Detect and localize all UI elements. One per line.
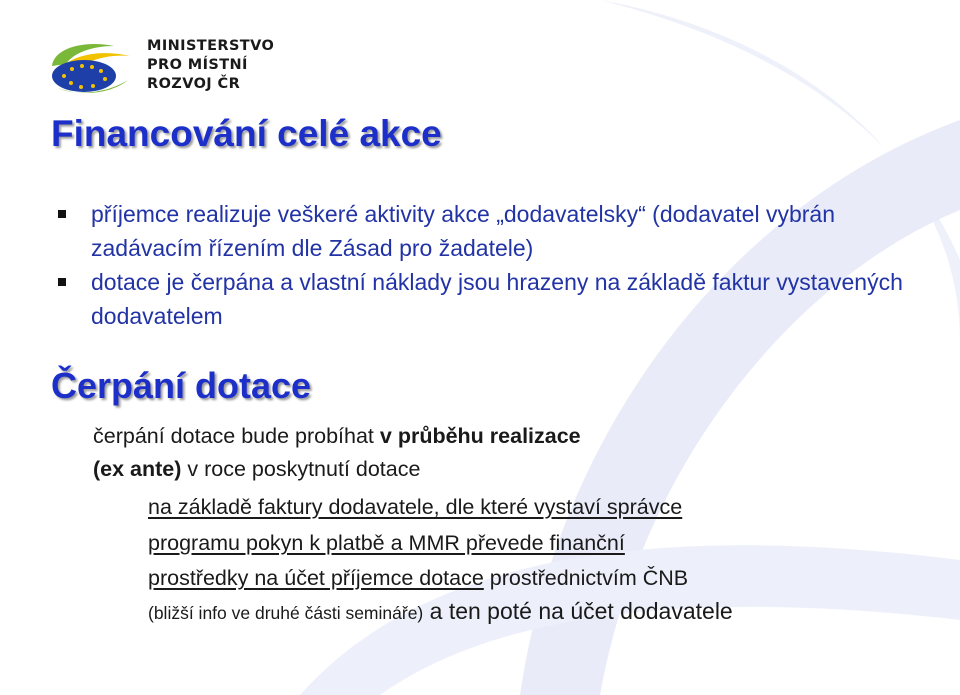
bullet-item [56,265,936,333]
logo-wordmark [147,37,274,94]
square-bullet-icon [58,278,66,286]
paragraph-line-3: na základě faktury dodavatele, dle které vystaví správce [148,495,683,519]
logo-line-3: ROZVOJ ČR [147,76,241,92]
ex-ante-bold: (ex ante) [93,457,182,481]
heading-financovani: Financování celé akce [51,113,442,154]
line1-bold: v průběhu realizace [379,424,581,448]
paragraph-line-1 [93,421,581,451]
eu-star-swoosh-icon [44,36,136,96]
paragraph-line-4: programu pokyn k platbě a MMR převede finanční [148,531,625,555]
line5-underlined: prostředky na účet příjemce dotace [148,566,484,590]
line2-text: v roce poskytnutí dotace [181,457,421,481]
paragraph-line-5 [148,563,688,593]
logo-line-2: PRO MÍSTNÍ [147,57,248,73]
bullet-text: dotace je čerpána a vlastní náklady jsou hrazeny na základě faktur vystavených dodavatelem [91,269,903,329]
paragraph-line-6 [148,596,733,628]
line1-text: čerpání dotace bude probíhat [93,424,380,448]
line6-small: (bližší info ve druhé části semináře) [148,603,424,623]
line5-text: prostřednictvím ČNB [483,566,689,590]
square-bullet-icon [58,210,66,218]
bullet-list [56,197,936,333]
heading-cerpani: Čerpání dotace [51,365,312,406]
ministry-logo [44,36,274,96]
bullet-text: příjemce realizuje veškeré aktivity akce „dodavatelsky“ (dodavatel vybrán zadávacím řízením dle Zásad pro žadatele) [91,201,835,261]
line6-text: a ten poté na účet dodavatele [423,598,733,624]
bullet-item [56,197,936,265]
paragraph-line-2 [93,454,420,484]
logo-line-1: MINISTERSTVO [147,38,275,54]
